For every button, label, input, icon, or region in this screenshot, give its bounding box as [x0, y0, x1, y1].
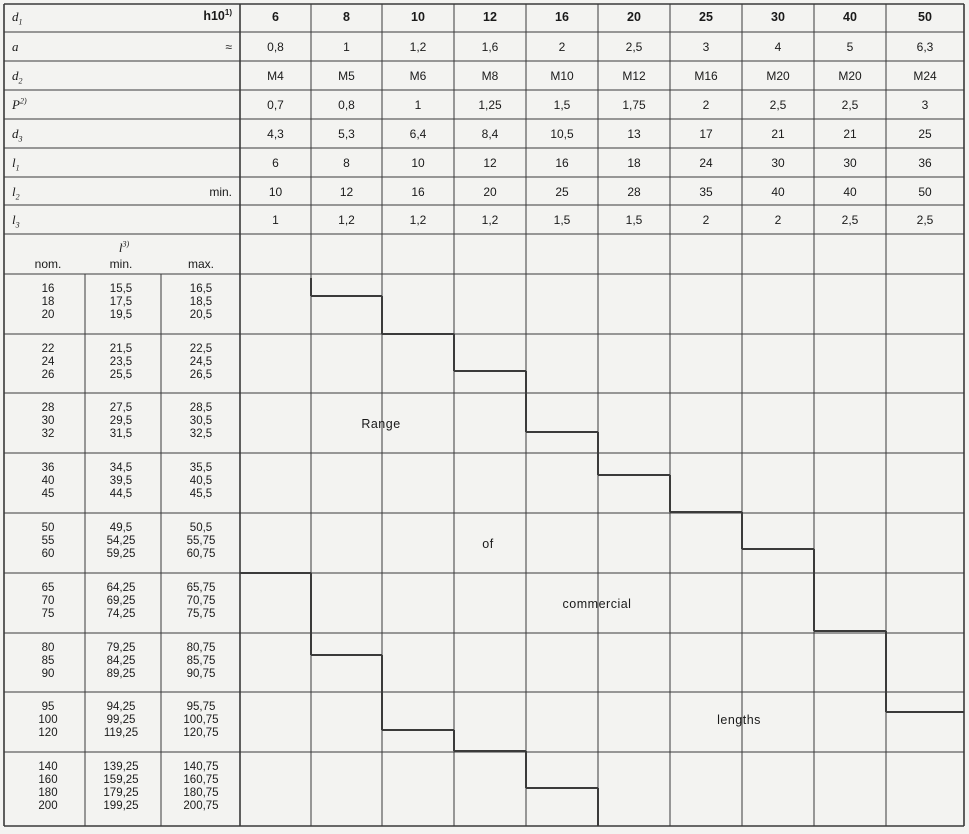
length-nom-value: 16 [41, 283, 55, 295]
length-nom-value: 32 [41, 428, 55, 440]
cell-r4-c2: 6,4 [409, 127, 427, 141]
length-nom-header: nom. [34, 257, 62, 271]
cell-r6-c0: 10 [268, 185, 283, 199]
length-min-value: 44,5 [109, 488, 133, 500]
length-max-group-2 [190, 402, 212, 441]
length-max-group-3 [190, 462, 212, 501]
cell-r4-c1: 5,3 [338, 127, 355, 141]
length-min-value: 64,25 [106, 582, 136, 594]
cell-r3-c8: 2,5 [841, 98, 859, 112]
length-max-value: 32,5 [189, 428, 213, 440]
cell-r7-c3: 1,2 [481, 213, 499, 227]
length-max-value: 90,75 [186, 668, 216, 680]
length-min-value: 84,25 [106, 655, 136, 667]
length-max-value: 95,75 [186, 701, 216, 713]
range-word-range: Range [361, 417, 401, 431]
length-min-value: 17,5 [109, 296, 133, 308]
length-min-value: 159,25 [103, 774, 139, 786]
length-min-value: 54,25 [106, 535, 136, 547]
cell-r5-c9: 36 [918, 156, 932, 170]
length-nom-value: 50 [41, 522, 55, 534]
length-max-value: 75,75 [186, 608, 216, 620]
length-min-value: 19,5 [109, 309, 133, 321]
row-symbol-5: $l_1$ [12, 155, 20, 173]
row-qualifier-6: min. [209, 185, 232, 199]
length-nom-value: 60 [41, 548, 55, 560]
length-max-value: 160,75 [183, 774, 219, 786]
cell-r5-c7: 30 [771, 156, 785, 170]
cell-r3-c5: 1,75 [622, 98, 646, 112]
cell-r6-c2: 16 [411, 185, 425, 199]
length-min-group-4 [107, 522, 136, 561]
cell-r6-c1: 12 [339, 185, 354, 199]
d1-value-3: 12 [483, 10, 497, 24]
length-max-value: 80,75 [186, 642, 216, 654]
length-nom-value: 200 [38, 800, 58, 812]
tolerance-label: h10$^{1)}$ [203, 7, 232, 23]
length-nom-value: 70 [41, 595, 55, 607]
length-max-value: 70,75 [186, 595, 216, 607]
length-nom-group-2 [42, 402, 55, 441]
length-max-value: 200,75 [183, 800, 219, 812]
length-min-value: 69,25 [106, 595, 136, 607]
length-min-value: 139,25 [103, 761, 139, 773]
length-nom-value: 80 [41, 642, 55, 654]
cell-r1-c4: 2 [558, 40, 566, 54]
length-nom-value: 22 [41, 343, 55, 355]
length-max-value: 180,75 [183, 787, 219, 799]
cell-r4-c0: 4,3 [267, 127, 284, 141]
length-nom-value: 85 [41, 655, 55, 667]
cell-r5-c0: 6 [272, 156, 279, 170]
length-nom-value: 24 [41, 356, 55, 368]
length-max-value: 16,5 [189, 283, 213, 295]
cell-r2-c9: M24 [913, 69, 937, 83]
length-min-group-6 [107, 642, 136, 681]
cell-r4-c7: 21 [771, 127, 785, 141]
d1-value-6: 25 [699, 10, 713, 24]
length-nom-value: 75 [41, 608, 55, 620]
cell-r1-c0: 0,8 [267, 40, 284, 54]
length-nom-value: 120 [38, 727, 58, 739]
cell-r4-c3: 8,4 [481, 127, 499, 141]
cell-r6-c4: 25 [555, 185, 569, 199]
length-min-value: 29,5 [109, 415, 133, 427]
length-min-value: 79,25 [106, 642, 136, 654]
cell-r1-c9: 6,3 [916, 40, 934, 54]
length-min-group-7 [104, 701, 138, 740]
cell-r4-c5: 13 [627, 127, 641, 141]
length-max-value: 65,75 [186, 582, 216, 594]
length-nom-group-5 [42, 582, 55, 621]
length-max-value: 60,75 [186, 548, 216, 560]
length-max-group-4 [187, 522, 216, 561]
length-min-group-1 [110, 343, 132, 382]
cell-r2-c7: M20 [766, 69, 790, 83]
length-min-value: 25,5 [109, 369, 133, 381]
cell-r2-c5: M12 [622, 69, 646, 83]
length-min-group-0 [110, 283, 132, 322]
d1-value-7: 30 [771, 10, 785, 24]
row-symbol-6: $l_2$ [12, 184, 20, 202]
length-max-value: 30,5 [189, 415, 213, 427]
d1-value-8: 40 [843, 10, 857, 24]
cell-r7-c7: 2 [774, 213, 782, 227]
length-max-value: 140,75 [183, 761, 219, 773]
length-nom-value: 65 [41, 582, 55, 594]
cell-r2-c6: M16 [694, 69, 718, 83]
d1-value-4: 16 [555, 10, 569, 24]
cell-r7-c2: 1,2 [409, 213, 427, 227]
cell-r5-c4: 16 [555, 156, 569, 170]
d1-value-0: 6 [272, 10, 279, 24]
length-nom-group-3 [42, 462, 55, 501]
cell-r1-c7: 4 [774, 40, 782, 54]
cell-r6-c5: 28 [627, 185, 641, 199]
length-max-value: 45,5 [189, 488, 213, 500]
length-min-value: 59,25 [106, 548, 136, 560]
cell-r2-c4: M10 [550, 69, 574, 83]
length-min-value: 15,5 [109, 283, 133, 295]
length-max-group-0 [190, 283, 212, 322]
length-nom-value: 180 [38, 787, 58, 799]
cell-r6-c9: 50 [918, 185, 932, 199]
length-nom-group-0 [42, 283, 55, 322]
length-max-value: 120,75 [183, 727, 219, 739]
length-min-value: 23,5 [109, 356, 133, 368]
row-symbol-d1: $d_1$ [12, 9, 23, 27]
length-max-group-8 [183, 761, 218, 813]
length-max-value: 50,5 [189, 522, 213, 534]
d1-value-9: 50 [918, 10, 932, 24]
length-min-value: 99,25 [106, 714, 136, 726]
length-max-value: 55,75 [186, 535, 216, 547]
d1-value-5: 20 [627, 10, 641, 24]
cell-r6-c8: 40 [843, 185, 857, 199]
cell-r6-c7: 40 [771, 185, 785, 199]
cell-r5-c5: 18 [627, 156, 641, 170]
length-min-value: 199,25 [103, 800, 139, 812]
length-min-value: 179,25 [103, 787, 139, 799]
d1-value-1: 8 [343, 10, 350, 24]
length-nom-value: 20 [41, 309, 55, 321]
cell-r4-c9: 25 [918, 127, 932, 141]
cell-r6-c3: 20 [483, 185, 497, 199]
length-max-value: 22,5 [189, 343, 213, 355]
length-nom-group-6 [42, 642, 55, 681]
length-min-value: 31,5 [109, 428, 133, 440]
length-max-group-7 [183, 701, 218, 740]
length-max-value: 85,75 [186, 655, 216, 667]
cell-r3-c1: 0,8 [338, 98, 355, 112]
length-nom-value: 90 [41, 668, 55, 680]
cell-r2-c8: M20 [838, 69, 862, 83]
cell-r3-c2: 1 [414, 98, 422, 112]
length-min-group-8 [103, 761, 138, 813]
cell-r6-c6: 35 [699, 185, 713, 199]
cell-r1-c2: 1,2 [409, 40, 427, 54]
length-min-value: 39,5 [109, 475, 133, 487]
cell-r2-c0: M4 [267, 69, 284, 83]
cell-r7-c4: 1,5 [553, 213, 571, 227]
length-min-value: 21,5 [109, 343, 133, 355]
length-min-value: 27,5 [109, 402, 133, 414]
cell-r7-c8: 2,5 [841, 213, 859, 227]
row-symbol-4: $d_3$ [12, 126, 23, 144]
length-min-group-2 [110, 402, 132, 441]
length-symbol: $l^{3)}$ [118, 239, 130, 255]
length-min-value: 89,25 [106, 668, 136, 680]
cell-r3-c3: 1,25 [478, 98, 502, 112]
length-min-value: 74,25 [106, 608, 136, 620]
length-max-value: 40,5 [189, 475, 213, 487]
range-word-lengths: lengths [717, 713, 761, 727]
length-max-group-6 [187, 642, 216, 681]
cell-r1-c5: 2,5 [625, 40, 643, 54]
length-min-group-5 [107, 582, 136, 621]
length-max-value: 20,5 [189, 309, 213, 321]
length-max-value: 18,5 [189, 296, 213, 308]
length-min-value: 49,5 [109, 522, 133, 534]
cell-r2-c2: M6 [409, 69, 427, 83]
length-nom-value: 140 [38, 761, 58, 773]
length-nom-value: 55 [41, 535, 55, 547]
cell-r5-c8: 30 [843, 156, 857, 170]
length-min-header: min. [109, 257, 133, 271]
length-max-value: 28,5 [189, 402, 213, 414]
length-nom-group-7 [38, 701, 57, 740]
length-nom-value: 45 [41, 488, 55, 500]
length-nom-value: 40 [41, 475, 55, 487]
cell-r1-c3: 1,6 [481, 40, 499, 54]
cell-r4-c8: 21 [843, 127, 857, 141]
cell-r5-c1: 8 [343, 156, 350, 170]
cell-r3-c4: 1,5 [553, 98, 571, 112]
length-nom-value: 36 [41, 462, 55, 474]
cell-r1-c6: 3 [702, 40, 710, 54]
length-max-group-1 [190, 343, 212, 382]
cell-r7-c5: 1,5 [625, 213, 643, 227]
cell-r1-c1: 1 [343, 40, 350, 54]
cell-r5-c6: 24 [699, 156, 713, 170]
length-max-value: 24,5 [189, 356, 213, 368]
range-word-of: of [482, 537, 494, 551]
length-min-value: 94,25 [106, 701, 136, 713]
cell-r3-c9: 3 [921, 98, 929, 112]
cell-r7-c6: 2 [702, 213, 710, 227]
cell-r5-c3: 12 [483, 156, 497, 170]
length-min-value: 34,5 [109, 462, 133, 474]
length-nom-group-8 [38, 761, 57, 813]
length-nom-group-1 [42, 343, 55, 382]
length-nom-value: 30 [41, 415, 55, 427]
length-nom-group-4 [42, 522, 55, 561]
length-nom-value: 28 [41, 402, 55, 414]
cell-r4-c4: 10,5 [550, 127, 574, 141]
row-qualifier-1: ≈ [225, 40, 232, 54]
range-word-commercial: commercial [562, 597, 632, 611]
length-min-group-3 [110, 462, 132, 501]
cell-r5-c2: 10 [411, 156, 425, 170]
cell-r3-c6: 2 [702, 98, 710, 112]
cell-r3-c0: 0,7 [267, 98, 284, 112]
cell-r7-c0: 1 [272, 213, 279, 227]
row-symbol-7: $l_3$ [12, 212, 20, 230]
row-symbol-3: $P^{2)}$ [12, 96, 27, 112]
cell-r7-c9: 2,5 [916, 213, 934, 227]
cell-r2-c1: M5 [338, 69, 355, 83]
length-nom-value: 95 [41, 701, 55, 713]
length-max-value: 26,5 [189, 369, 213, 381]
cell-r4-c6: 17 [699, 127, 713, 141]
length-nom-value: 18 [41, 296, 55, 308]
length-max-value: 35,5 [189, 462, 213, 474]
length-max-value: 100,75 [183, 714, 219, 726]
row-symbol-1: a [12, 39, 19, 54]
length-nom-value: 26 [41, 369, 55, 381]
length-nom-value: 100 [38, 714, 58, 726]
length-max-header: max. [187, 257, 215, 271]
cell-r3-c7: 2,5 [769, 98, 787, 112]
cell-r2-c3: M8 [481, 69, 499, 83]
cell-r1-c8: 5 [846, 40, 854, 54]
d1-value-2: 10 [411, 10, 425, 24]
cell-r7-c1: 1,2 [338, 213, 355, 227]
row-symbol-2: $d_2$ [12, 68, 23, 86]
length-max-group-5 [187, 582, 216, 621]
length-nom-value: 160 [38, 774, 58, 786]
length-min-value: 119,25 [103, 727, 139, 739]
